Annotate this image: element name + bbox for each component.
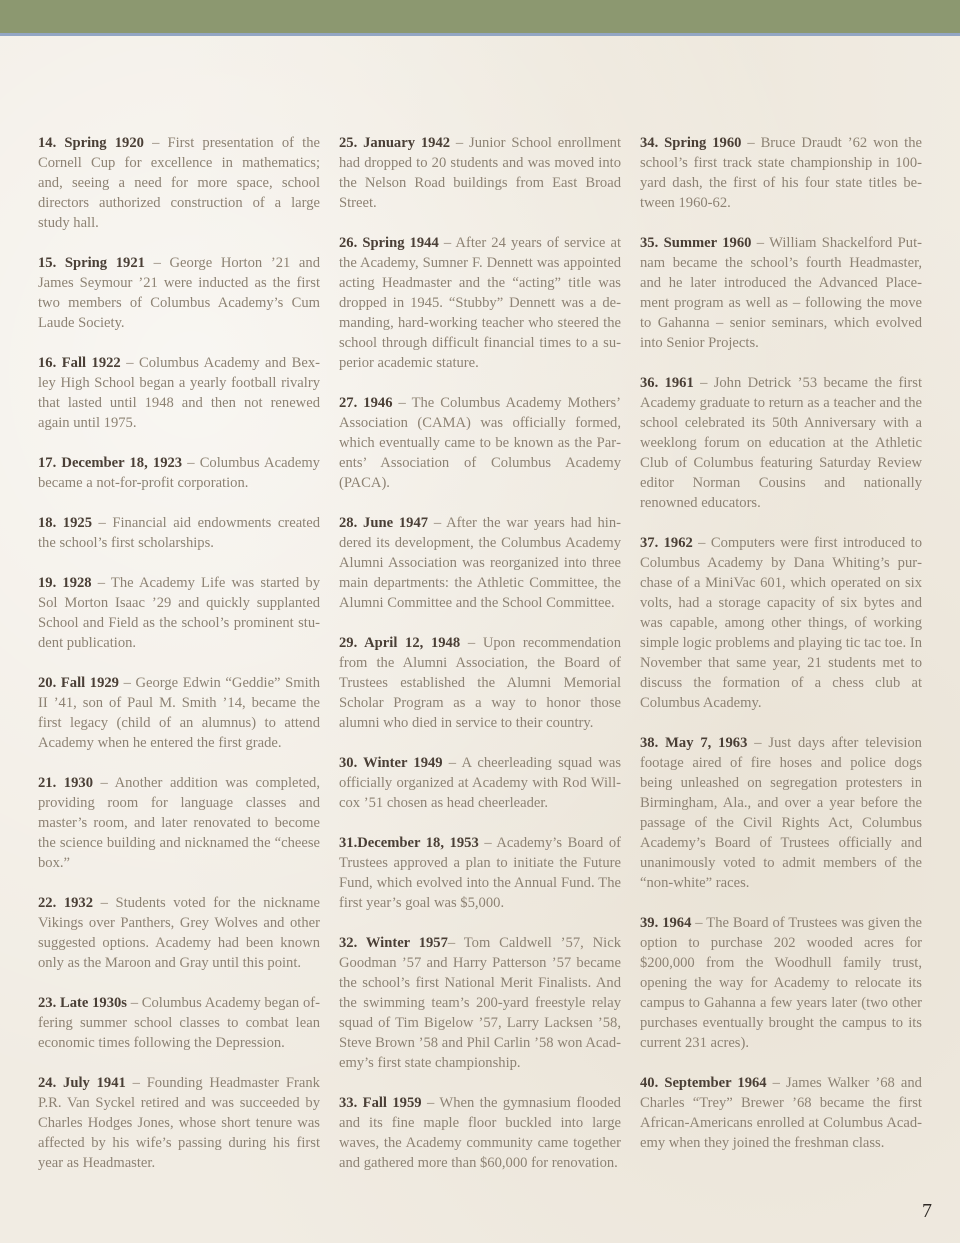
entry-number: 36. <box>640 375 659 391</box>
entry-text: – Just days after television footage aired of fire hoses and police dogs being unleashed on segregation protesters in Birmingham, Ala., and over a year before the passage of the Civil Rights Act, Columbus Academy’s Board of Trustees officially and unanimously voted to admit members of the “non-white” races. <box>640 735 922 891</box>
entry-text: – John Detrick ’53 became the first Academy graduate to return as a teacher and the school celebrated its 50th Anniversary with a weeklong forum on education at the Athletic Club of Columbus featuring Saturday Review editor Norman Cousins and nationally renowned educators. <box>640 375 922 511</box>
entry-date: Spring 1960 <box>664 135 742 151</box>
entry-date: 1961 <box>664 375 694 391</box>
timeline-entry <box>38 893 320 973</box>
entry-text: – Upon recommendation from the Alumni Association, the Board of Trustees established the Alumni Memorial Scholar Program as a way to honor those alumni who died in service to their country. <box>339 635 621 731</box>
entry-lead <box>38 775 93 791</box>
entry-lead <box>640 375 694 391</box>
entry-date: Fall 1929 <box>60 675 119 691</box>
entry-date: 1946 <box>363 395 393 411</box>
entry-lead <box>339 515 428 531</box>
entry-lead <box>339 835 479 851</box>
entry-number: 27. <box>339 395 358 411</box>
entry-text: – Columbus Academy and Bexley High School began a yearly football rivalry that lasted until 1948 and then not renewed again until 1975. <box>38 355 320 431</box>
entry-lead <box>38 255 145 271</box>
entry-date: Spring 1920 <box>64 135 144 151</box>
timeline-column-2 <box>339 133 621 1193</box>
entry-number: 18. <box>38 515 57 531</box>
entry-text: – George Edwin “Geddie” Smith II ’41, son of Paul M. Smith ’14, became the first legacy (child of an alumnus) to attend Academy when he entered the first grade. <box>38 675 320 751</box>
timeline-entry <box>38 773 320 873</box>
entry-number: 32. <box>339 935 358 951</box>
entry-text: – Columbus Academy became a not-for-profit corporation. <box>38 455 320 491</box>
entry-number: 30. <box>339 755 358 771</box>
entry-date: 1930 <box>63 775 93 791</box>
entry-number: 14. <box>38 135 57 151</box>
entry-date: 1928 <box>62 575 92 591</box>
timeline-entry <box>38 453 320 493</box>
entry-number: 20. <box>38 675 57 691</box>
entry-number: 22. <box>38 895 57 911</box>
header-band <box>0 0 960 36</box>
entry-date: Spring 1921 <box>64 255 145 271</box>
entry-number: 38. <box>640 735 659 751</box>
timeline-column-1 <box>38 133 320 1193</box>
entry-text: – After 24 years of service at the Academy, Sumner F. Dennett was appointed acting Headmaster and the “acting” title was dropped in 1945. “Stubby” Dennett was a demanding, hard-working teacher who steered the school through difficult financial times to a superior academic stature. <box>339 235 622 371</box>
entry-number: 19. <box>38 575 57 591</box>
entry-number: 35. <box>640 235 659 251</box>
entry-lead <box>38 515 92 531</box>
entry-lead <box>38 995 127 1011</box>
entry-date: Fall 1959 <box>362 1095 422 1111</box>
entry-date: May 7, 1963 <box>665 735 748 751</box>
entry-text: – Founding Headmaster Frank P.R. Van Syckel retired and was succeeded by Charles Hodges Jones, whose short tenure was affected by his wife’s passing during his first year as Headmaster. <box>38 1075 320 1171</box>
timeline-entry <box>339 133 621 213</box>
page-number: 7 <box>922 1200 932 1222</box>
timeline-entry <box>38 253 320 333</box>
entry-text: – After the war years had hindered its development, the Columbus Academy Alumni Association was reorganized into three main departments: the Athletic Committee, the Alumni Committee and the School Committee. <box>339 515 621 611</box>
entry-lead <box>38 675 119 691</box>
entry-lead <box>339 1095 422 1111</box>
entry-text: – William Shackelford Putnam became the school’s fourth Headmaster, and he later introduced the Advanced Placement program as well as – following the move to Gahanna – senior seminars, which evolved into Senior Projects. <box>640 235 923 351</box>
entry-number: 39. <box>640 915 659 931</box>
entry-lead <box>339 135 450 151</box>
entry-date: Spring 1944 <box>362 235 439 251</box>
timeline-entry <box>38 673 320 753</box>
entry-lead <box>339 755 443 771</box>
entry-number: 34. <box>640 135 659 151</box>
entry-date: Fall 1922 <box>61 355 121 371</box>
timeline-entry <box>339 633 621 733</box>
entry-date: 1962 <box>663 535 693 551</box>
entry-date: July 1941 <box>63 1075 126 1091</box>
timeline-entry <box>640 373 922 513</box>
entry-lead <box>640 135 741 151</box>
entry-text: – Computers were first introduced to Columbus Academy by Dana Whiting’s purchase of a MiniVac 601, which operated on six volts, had a storage capacity of six bytes and was capable, among other things, of working simple logic problems and playing tic tac toe. In November that same year, 21 students met to discuss the formation of a chess club at Columbus Academy. <box>640 535 922 711</box>
entry-lead <box>38 895 93 911</box>
timeline-entry <box>640 233 922 353</box>
entry-lead <box>339 635 460 651</box>
entry-text: – First presentation of the Cornell Cup for excellence in mathematics; and, seeing a need for more space, school directors authorized construction of a large study hall. <box>38 135 321 231</box>
entry-number: 37. <box>640 535 659 551</box>
entry-lead <box>38 355 121 371</box>
timeline-entry <box>38 513 320 553</box>
entry-number: 21. <box>38 775 57 791</box>
timeline-entry <box>640 533 922 713</box>
timeline-entry <box>339 833 621 913</box>
entry-text: – Tom Caldwell ’57, Nick Goodman ’57 and Harry Patterson ’57 became the school’s first National Merit Finalists. And the swimming team’s 200-yard freestyle relay squad of Tim Bigelow ’57, Larry Lacksen ’58, Steve Brown ’58 and Phil Carlin ’58 won Academy’s first state championship. <box>339 935 621 1071</box>
entry-text: – A cheerleading squad was officially organized at Academy with Rod Willcox ’51 chosen as head cheerleader. <box>339 755 621 811</box>
timeline-entry <box>640 133 922 213</box>
entry-date: December 18, 1923 <box>61 455 183 471</box>
entry-date: Late 1930s <box>60 995 127 1011</box>
entry-number: 33. <box>339 1095 358 1111</box>
entry-number: 28. <box>339 515 358 531</box>
entry-date: 1925 <box>62 515 92 531</box>
entry-text: – George Horton ’21 and James Seymour ’21 were inducted as the first two members of Columbus Academy’s Cum Laude Society. <box>38 255 321 331</box>
entry-lead <box>38 1075 126 1091</box>
entry-text: – James Walker ’68 and Charles “Trey” Brewer ’68 became the first African-Americans enrolled at Columbus Academy when they joined the freshman class. <box>640 1075 922 1151</box>
timeline-entry <box>38 1073 320 1173</box>
entry-date: 1964 <box>662 915 692 931</box>
entry-text: – When the gymnasium flooded and its fine maple floor buckled into large waves, the Academy community came together and gathered more than $60,000 for renovation. <box>339 1095 621 1171</box>
entry-date: January 1942 <box>363 135 451 151</box>
entry-lead <box>38 455 182 471</box>
timeline-entry <box>339 933 621 1073</box>
timeline-entry <box>38 573 320 653</box>
timeline-column-3 <box>640 133 922 1173</box>
timeline-entry <box>339 393 621 493</box>
entry-text: – The Columbus Academy Mothers’ Association (CAMA) was officially formed, which eventually came to be known as the Parents’ Association of Columbus Academy (PACA). <box>339 395 621 491</box>
entry-lead <box>339 235 439 251</box>
entry-lead <box>640 235 751 251</box>
timeline-entry <box>640 913 922 1053</box>
entry-number: 40. <box>640 1075 659 1091</box>
entry-date: April 12, 1948 <box>364 635 461 651</box>
entry-date: June 1947 <box>363 515 429 531</box>
entry-number: 23. <box>38 995 57 1011</box>
timeline-entry <box>339 513 621 613</box>
entry-number: 16. <box>38 355 57 371</box>
timeline-entry <box>640 1073 922 1153</box>
entry-text: – The Board of Trustees was given the option to purchase 202 wooded acres for $200,000 from the Woodhull family trust, opening the way for Academy to relocate its campus to Gahanna a few years later (two other purchases eventually brought the campus to its current 231 acres). <box>640 915 922 1051</box>
entry-text: – Academy’s Board of Trustees approved a plan to initiate the Future Fund, which evolved into the Annual Fund. The first year’s goal was $5,000. <box>339 835 621 911</box>
entry-lead <box>640 1075 767 1091</box>
timeline-entry <box>38 133 320 233</box>
entry-lead <box>38 575 92 591</box>
entry-number: 29. <box>339 635 358 651</box>
entry-date: 1932 <box>63 895 94 911</box>
entry-number: 31. <box>339 835 358 851</box>
entry-text: – Students voted for the nickname Vikings over Panthers, Grey Wolves and other suggested options. Academy had been known only as the Maroon and Gray until this point. <box>38 895 320 971</box>
entry-number: 25. <box>339 135 358 151</box>
timeline-entry <box>38 353 320 433</box>
timeline-entry <box>339 753 621 813</box>
timeline-entry <box>38 993 320 1053</box>
entry-text: – Financial aid endowments created the school’s first scholarships. <box>38 515 320 551</box>
entry-number: 24. <box>38 1075 57 1091</box>
entry-date: September 1964 <box>664 1075 767 1091</box>
entry-text: – Junior School enrollment had dropped to 20 students and was moved into the Nelson Road buildings from East Broad Street. <box>339 135 621 211</box>
entry-lead <box>640 535 693 551</box>
entry-text: – The Academy Life was started by Sol Morton Isaac ’29 and quickly supplanted School and Field as the school’s prominent student publication. <box>38 575 320 651</box>
entry-number: 17. <box>38 455 57 471</box>
timeline-entry <box>339 1093 621 1173</box>
entry-number: 26. <box>339 235 358 251</box>
timeline-entry <box>640 733 922 893</box>
entry-lead <box>640 915 691 931</box>
timeline-entry <box>339 233 621 373</box>
entry-date: Winter 1957 <box>365 935 448 951</box>
entry-lead <box>339 935 448 951</box>
entry-date: December 18, 1953 <box>357 835 479 851</box>
entry-number: 15. <box>38 255 57 271</box>
entry-text: – Bruce Draudt ’62 won the school’s first track state championship in 100-yard dash, the first of his four state titles between 1960-62. <box>640 135 922 211</box>
entry-lead <box>640 735 747 751</box>
entry-date: Summer 1960 <box>663 235 752 251</box>
entry-lead <box>339 395 392 411</box>
entry-text: – Columbus Academy began offering summer school classes to combat lean economic times following the Depression. <box>38 995 320 1051</box>
entry-date: Winter 1949 <box>363 755 443 771</box>
entry-text: – Another addition was completed, providing room for language classes and master’s room, and later renovated to become the science building and nicknamed the “cheese box.” <box>38 775 320 871</box>
entry-lead <box>38 135 144 151</box>
